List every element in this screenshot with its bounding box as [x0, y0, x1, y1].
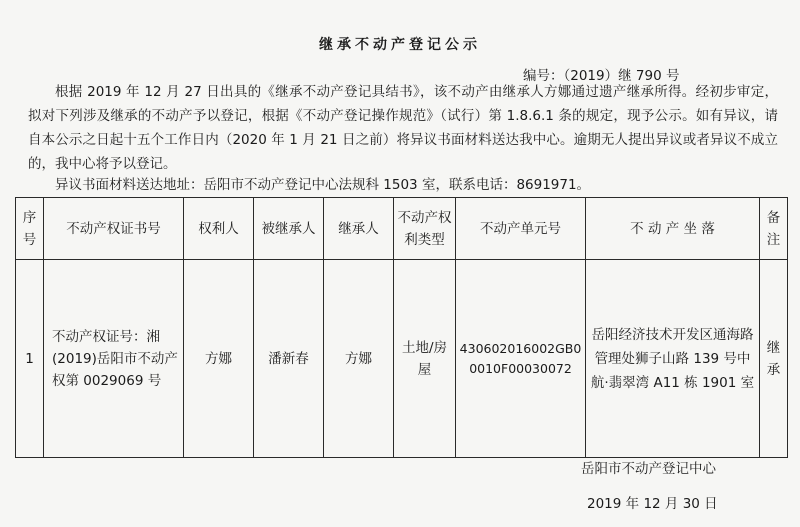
- header-decedent: 被继承人: [254, 198, 324, 260]
- table-header-row: [16, 198, 788, 260]
- cell-heir: 方娜: [324, 260, 394, 458]
- cell-unit-no: 430602016002GB00010F00030072: [456, 260, 586, 458]
- cell-remark: 继承: [760, 260, 788, 458]
- header-heir: 继承人: [324, 198, 394, 260]
- header-cert-no: 不动产权证书号: [44, 198, 184, 260]
- cell-right-holder: 方娜: [184, 260, 254, 458]
- header-right-holder: 权利人: [184, 198, 254, 260]
- notice-paragraph: 根据 2019 年 12 月 27 日出具的《继承不动产登记具结书》，该不动产由继承人方娜通过遗产继承所得。经初步审定， 拟对下列涉及继承的不动产予以登记，根据《不动产登记操作规范》（试行）第 1.8.6.1 条的规定，现予公示。如有异议，请自本公示之日起十五个工作日内（2020 年 1 月 21 日之前）将异议书面材料送达我中心。逾期无人提出异议或者异议不成立的，我中心将予以登记。: [28, 84, 778, 172]
- header-right-type: 不动产权利类型: [394, 198, 456, 260]
- header-location: 不 动 产 坐 落: [586, 198, 760, 260]
- header-seq: 序号: [16, 198, 44, 260]
- cell-right-type: 土地/房屋: [394, 260, 456, 458]
- cell-decedent: 潘新春: [254, 260, 324, 458]
- objection-address-line: 异议书面材料送达地址：岳阳市不动产登记中心法规科 1503 室，联系电话：8691971。: [55, 177, 591, 193]
- notice-title: 继承不动产登记公示: [319, 37, 481, 53]
- cell-cert-no: 不动产权证号：湘(2019)岳阳市不动产权第 0029069 号: [44, 260, 184, 458]
- header-unit-no: 不动产单元号: [456, 198, 586, 260]
- registration-table: [15, 197, 788, 458]
- table-row: [16, 260, 788, 458]
- document-number: 编号：（2019）继 790 号: [523, 68, 680, 84]
- cell-location: 岳阳经济技术开发区通海路管理处狮子山路 139 号中航·翡翠湾 A11 栋 1901 室: [586, 260, 760, 458]
- cell-seq: 1: [16, 260, 44, 458]
- header-remark: 备注: [760, 198, 788, 260]
- issue-date: 2019 年 12 月 30 日: [587, 496, 718, 512]
- issuing-office: 岳阳市不动产登记中心: [581, 461, 716, 477]
